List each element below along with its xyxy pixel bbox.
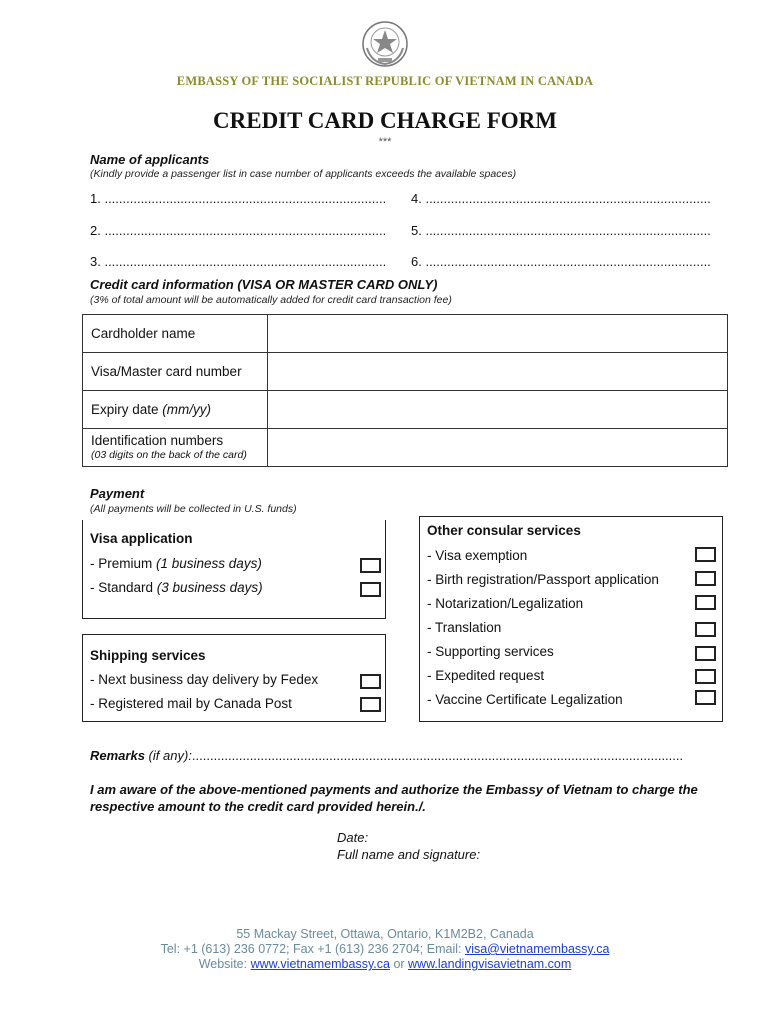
title-ornament: *** [378, 136, 392, 148]
embassy-name: EMBASSY OF THE SOCIALIST REPUBLIC OF VIETNAM IN CANADA [176, 74, 594, 88]
translation-option: - Translation [427, 620, 502, 635]
standard-days: (3 business days) [156, 580, 263, 595]
notarization-checkbox[interactable] [695, 595, 716, 610]
footer-address: 55 Mackay Street, Ottawa, Ontario, K1M2B2, Canada [236, 927, 534, 941]
standard-checkbox[interactable] [360, 582, 381, 597]
national-emblem-icon [361, 20, 409, 68]
cardholder-row [83, 315, 728, 353]
credit-card-heading: Credit card information (VISA OR MASTER CARD ONLY) [90, 277, 438, 292]
expiry-format: (mm/yy) [162, 402, 212, 417]
applicant-line-6[interactable]: 6. ............................................................................... [411, 254, 711, 269]
footer-contact [0, 942, 770, 956]
cardholder-label: Cardholder name [83, 315, 268, 353]
id-number-row [83, 429, 728, 467]
standard-option [90, 580, 263, 595]
vaccine-certificate-option: - Vaccine Certificate Legalization [427, 692, 623, 707]
card-number-row [83, 353, 728, 391]
card-number-label: Visa/Master card number [83, 353, 268, 391]
email-link[interactable]: visa@vietnamembassy.ca [464, 942, 610, 956]
id-number-label [83, 429, 268, 467]
shipping-services-title: Shipping services [90, 648, 206, 663]
expedited-request-option: - Expedited request [427, 668, 545, 683]
birth-registration-checkbox[interactable] [695, 571, 716, 586]
id-number-note: (03 digits on the back of the card) [91, 448, 247, 461]
applicant-line-4[interactable]: 4. ............................................................................... [411, 191, 711, 206]
remarks-line[interactable] [90, 748, 730, 763]
applicant-line-3[interactable]: 3. .............................................................................. [90, 254, 387, 269]
birth-registration-option: - Birth registration/Passport application [427, 572, 659, 587]
applicant-line-5[interactable]: 5. ............................................................................... [411, 223, 711, 238]
authorization-statement: I am aware of the above-mentioned payments and authorize the Embassy of Vietnam to charge the respective amount to the credit card provided herein./. [90, 782, 698, 814]
premium-option [90, 556, 262, 571]
id-number-field[interactable] [268, 429, 728, 467]
website-link-2[interactable]: www.landingvisavietnam.com [408, 957, 572, 971]
payment-note: (All payments will be collected in U.S. funds) [90, 503, 297, 515]
visa-exemption-checkbox[interactable] [695, 547, 716, 562]
cardholder-field[interactable] [268, 315, 728, 353]
remarks-dots: ........................................................................................................................................ [191, 748, 684, 763]
vaccine-certificate-checkbox[interactable] [695, 690, 716, 705]
signature-label: Full name and signature: [337, 847, 481, 862]
remarks-label: Remarks [90, 748, 145, 763]
card-number-field[interactable] [268, 353, 728, 391]
premium-label: - Premium [90, 556, 157, 571]
fedex-checkbox[interactable] [360, 674, 381, 689]
applicants-heading: Name of applicants [90, 152, 210, 167]
form-title: CREDIT CARD CHARGE FORM [213, 108, 557, 133]
expiry-field[interactable] [268, 391, 728, 429]
supporting-services-checkbox[interactable] [695, 646, 716, 661]
other-services-title: Other consular services [427, 523, 581, 538]
premium-days: (1 business days) [156, 556, 262, 571]
notarization-option: - Notarization/Legalization [427, 596, 584, 611]
website-link-1[interactable]: www.vietnamembassy.ca [250, 957, 390, 971]
credit-card-note: (3% of total amount will be automatically added for credit card transaction fee) [90, 294, 452, 306]
footer-website [0, 957, 770, 971]
expiry-label [83, 391, 268, 429]
fedex-option: - Next business day delivery by Fedex [90, 672, 319, 687]
expedited-request-checkbox[interactable] [695, 669, 716, 684]
expiry-row [83, 391, 728, 429]
applicants-note: (Kindly provide a passenger list in case number of applicants exceeds the available spaces) [90, 168, 517, 180]
footer-contact-text: Tel: +1 (613) 236 0772; Fax +1 (613) 236 2704; Email: [160, 942, 465, 956]
premium-checkbox[interactable] [360, 558, 381, 573]
date-label: Date: [337, 830, 369, 845]
supporting-services-option: - Supporting services [427, 644, 554, 659]
expiry-text: Expiry date [91, 402, 163, 417]
applicant-line-1[interactable]: 1. .............................................................................. [90, 191, 387, 206]
standard-label: - Standard [90, 580, 157, 595]
applicant-line-2[interactable]: 2. .............................................................................. [90, 223, 387, 238]
id-number-text: Identification numbers [91, 432, 224, 448]
website-label: Website: [198, 957, 251, 971]
website-or: or [389, 957, 409, 971]
visa-exemption-option: - Visa exemption [427, 548, 528, 563]
credit-card-table [82, 314, 728, 467]
visa-application-title: Visa application [90, 531, 193, 546]
translation-checkbox[interactable] [695, 622, 716, 637]
remarks-hint: (if any): [144, 748, 192, 763]
canada-post-checkbox[interactable] [360, 697, 381, 712]
canada-post-option: - Registered mail by Canada Post [90, 696, 292, 711]
payment-heading: Payment [90, 486, 145, 501]
